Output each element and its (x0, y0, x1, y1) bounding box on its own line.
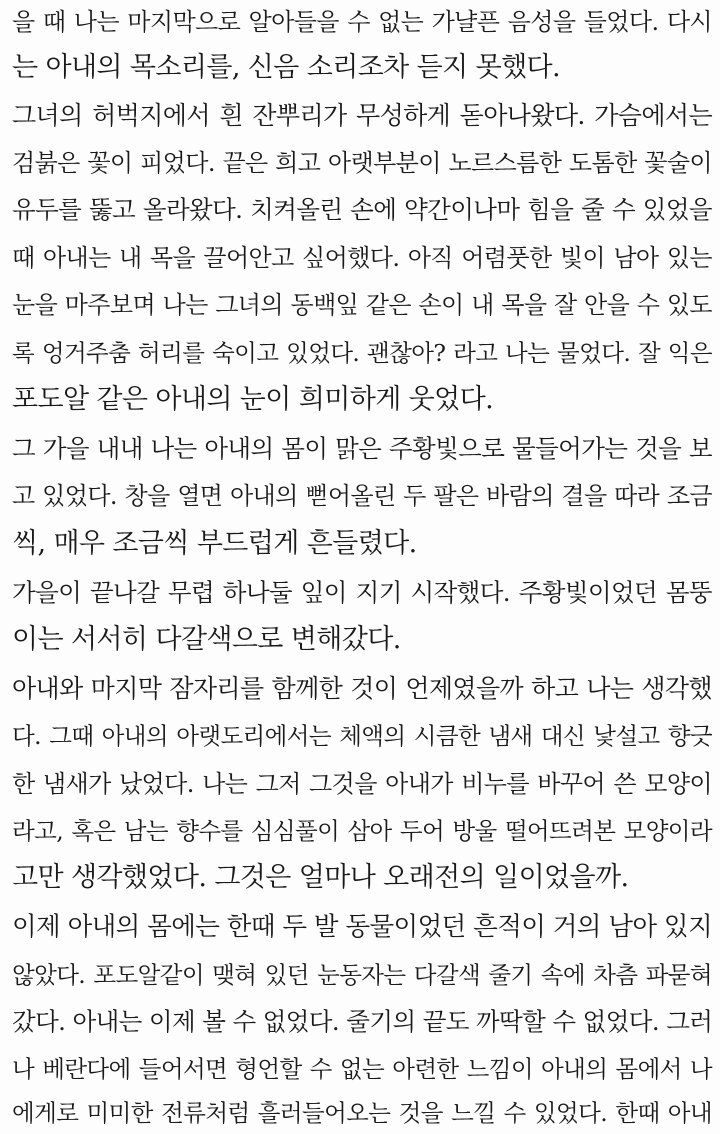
text-line: 을 때 나는 마지막으로 알아들을 수 없는 가냘픈 음성을 들었다. 다시 (12, 8, 712, 36)
text-line: 고만 생각했었다. 그것은 얼마나 오래전의 일이었을까. (12, 862, 629, 893)
text-line: 다. 그때 아내의 아랫도리에서는 체액의 시큼한 냄새 대신 낯설고 향긋 (12, 722, 712, 750)
text-line: 록 엉거주춤 허리를 숙이고 있었다. 괜찮아? 라고 나는 물었다. 잘 익은 (12, 339, 712, 367)
text-line: 이제 아내의 몸에는 한때 두 발 동물이었던 흔적이 거의 남아 있지 (12, 912, 712, 942)
text-line: 그녀의 허벅지에서 흰 잔뿌리가 무성하게 돋아나왔다. 가슴에서는 (12, 101, 712, 130)
text-line: 나 베란다에 들어서면 형언할 수 없는 아련한 느낌이 아내의 몸에서 나 (12, 1055, 712, 1083)
text-line: 않았다. 포도알같이 맺혀 있던 눈동자는 다갈색 줄기 속에 차츰 파묻혀 (12, 961, 712, 989)
text-line: 는 아내의 목소리를, 신음 소리조차 듣지 못했다. (12, 52, 561, 83)
text-line: 씩, 매우 조금씩 부드럽게 흔들렸다. (12, 528, 417, 559)
text-line: 고 있었다. 창을 열면 아내의 뻗어올린 두 팔은 바람의 결을 따라 조금 (12, 482, 712, 510)
text-line: 에게로 미미한 전류처럼 흘러들어오는 것을 느낄 수 있었다. 한때 아내 (12, 1099, 712, 1127)
text-line: 때 아내는 내 목을 끌어안고 싶어했다. 아직 어렴풋한 빛이 남아 있는 (12, 244, 712, 272)
text-line: 이는 서서히 다갈색으로 변해갔다. (12, 624, 401, 655)
text-line: 유두를 뚫고 올라왔다. 치켜올린 손에 약간이나마 힘을 줄 수 있었을 (12, 195, 712, 224)
text-line: 라고, 혹은 남는 향수를 심심풀이 삼아 두어 방울 떨어뜨려본 모양이라 (12, 817, 712, 845)
text-line: 검붉은 꽃이 피었다. 끝은 희고 아랫부분이 노르스름한 도톰한 꽃술이 (12, 149, 712, 177)
text-line: 가을이 끝나갈 무렵 하나둘 잎이 지기 시작했다. 주황빛이었던 몸뚱 (12, 578, 712, 607)
text-line: 눈을 마주보며 나는 그녀의 동백잎 같은 손이 내 목을 잘 안을 수 있도 (12, 291, 712, 319)
text-line: 그 가을 내내 나는 아내의 몸이 맑은 주황빛으로 물들어가는 것을 보 (12, 434, 712, 463)
text-line: 갔다. 아내는 이제 볼 수 없었다. 줄기의 끝도 까딱할 수 없었다. 그러 (12, 1007, 713, 1036)
text-line: 포도알 같은 아내의 눈이 희미하게 웃었다. (12, 384, 494, 415)
text-line: 아내와 마지막 잠자리를 함께한 것이 언제였을까 하고 나는 생각했 (12, 674, 712, 703)
text-line: 한 냄새가 났었다. 나는 그저 그것을 아내가 비누를 바꾸어 쓴 모양이 (12, 770, 712, 798)
